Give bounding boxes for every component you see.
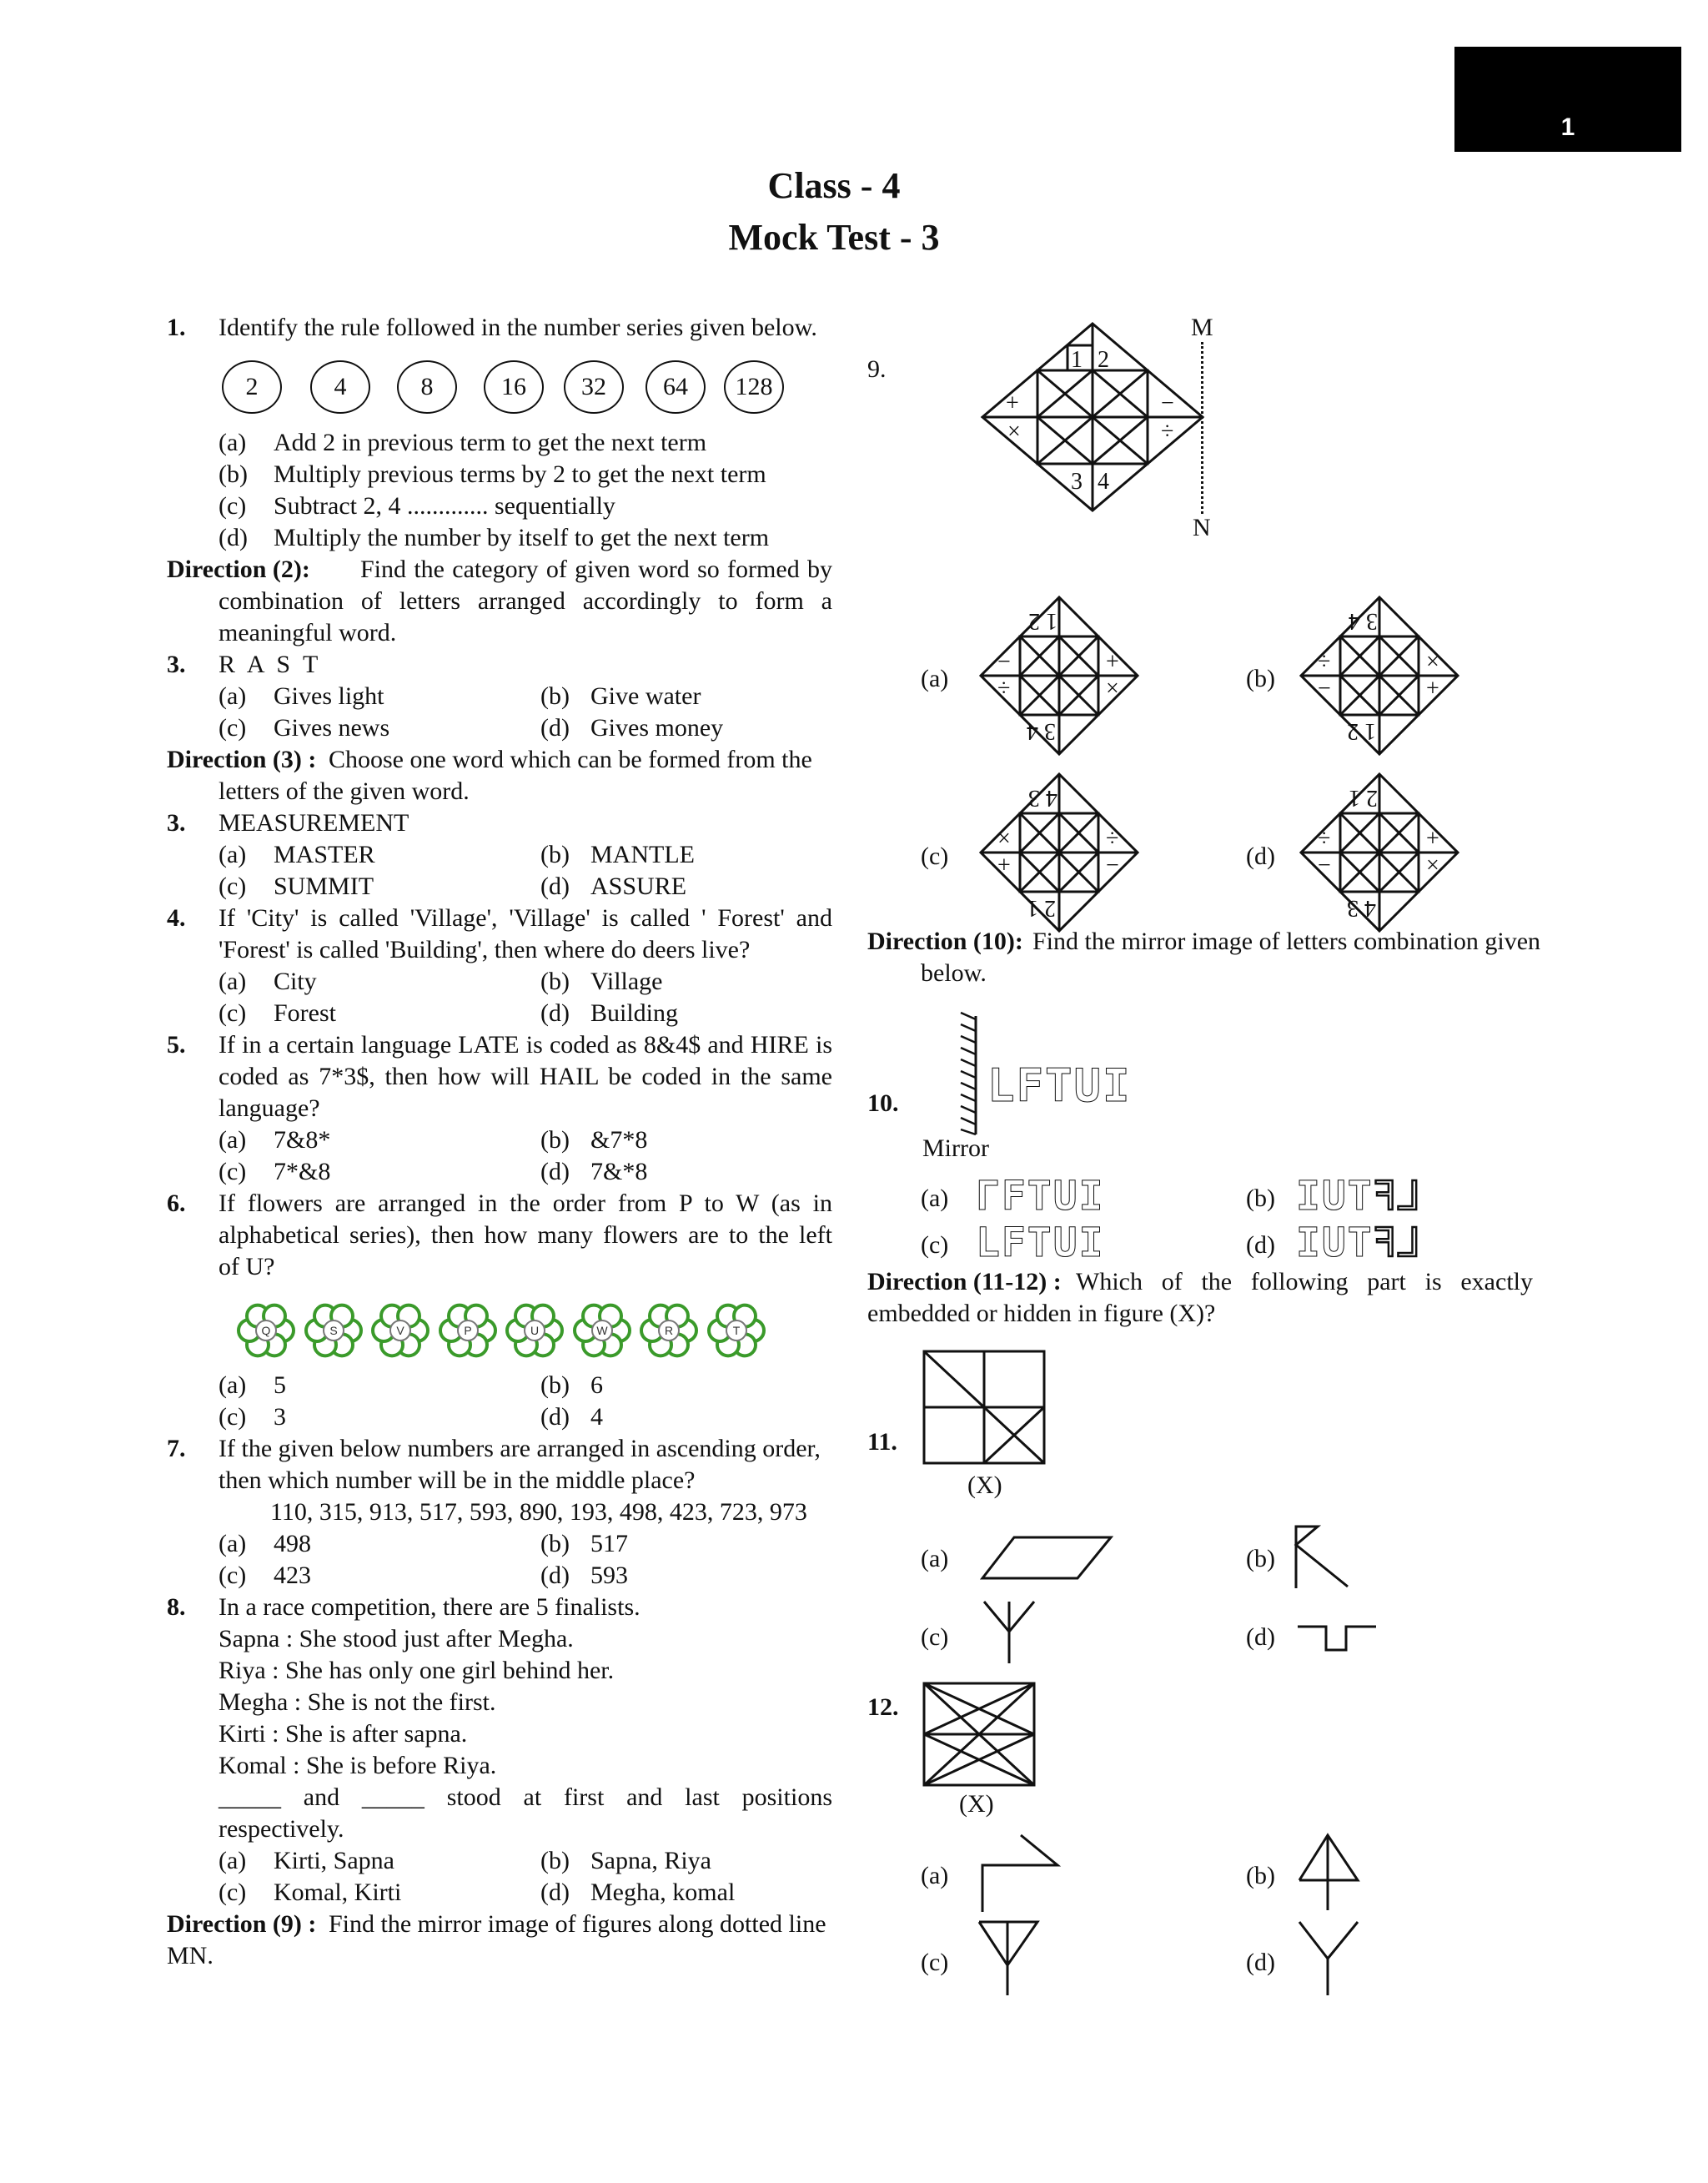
- svg-text:+: +: [1106, 649, 1119, 675]
- svg-text:×: ×: [1426, 649, 1439, 675]
- option-label: (c): [219, 1879, 247, 1906]
- option-label: (d): [219, 524, 248, 551]
- option-text: Multiply the number by itself to get the next term: [274, 524, 770, 551]
- question-text: language?: [219, 1094, 320, 1122]
- flower-letter: S: [329, 1324, 338, 1337]
- svg-text:3 4: 3 4: [1349, 608, 1378, 634]
- option-text: Megha, komal: [590, 1879, 736, 1906]
- option-label: (a): [219, 1847, 247, 1874]
- q11-option-a-parallelogram: [981, 1535, 1114, 1582]
- question-text: R A S T: [219, 651, 322, 678]
- flower-letter: P: [463, 1324, 472, 1337]
- plus-icon: +: [1006, 390, 1019, 416]
- option-label: (a): [921, 1862, 949, 1889]
- question-number: 8.: [167, 1593, 186, 1621]
- flower-icon: [371, 1301, 430, 1360]
- option-text: 423: [274, 1562, 311, 1589]
- direction-heading: Direction (11-12) :: [867, 1268, 1062, 1295]
- option-text: 4: [590, 1403, 603, 1431]
- flower-icon: [707, 1301, 766, 1360]
- mirror-hatch-icon: [951, 1013, 984, 1138]
- option-label: (d): [540, 714, 570, 742]
- flower-letter: R: [664, 1324, 674, 1337]
- q9-num-1: 1: [1071, 347, 1083, 373]
- option-text: 593: [590, 1562, 628, 1589]
- divide-icon: ÷: [1161, 419, 1174, 445]
- option-text: Village: [590, 968, 663, 995]
- question-text: respectively.: [219, 1815, 344, 1843]
- question-text: If 'City' is called 'Village', 'Village' is called ' Forest' and: [219, 904, 832, 932]
- direction-text: combination of letters arranged accordingly to form a: [219, 587, 832, 615]
- option-glyph: IUTꟻ⅃: [1296, 1220, 1423, 1266]
- option-label: (b): [540, 682, 570, 710]
- flower-letter: V: [396, 1324, 404, 1337]
- q11-option-c-figure: [981, 1598, 1039, 1665]
- option-label: (b): [219, 460, 248, 488]
- option-label: (d): [540, 999, 570, 1027]
- direction-text: Find the category of given word so formed by: [360, 556, 832, 583]
- option-label: (a): [219, 968, 247, 995]
- direction-text: letters of the given word.: [219, 777, 470, 805]
- question-text: If flowers are arranged in the order from P to W (as in: [219, 1190, 832, 1217]
- question-text: Komal : She is before Riya.: [219, 1752, 497, 1779]
- option-text: Subtract 2, 4 ............. sequentially: [274, 492, 615, 520]
- option-text: Kirti, Sapna: [274, 1847, 394, 1874]
- direction-heading: Direction (2):: [167, 556, 310, 583]
- flower-letter: W: [595, 1324, 608, 1337]
- question-number: 7.: [167, 1435, 186, 1462]
- question-text: of U?: [219, 1253, 275, 1280]
- option-label: (c): [219, 999, 247, 1027]
- flower-icon: [505, 1301, 564, 1360]
- svg-text:−: −: [1318, 853, 1331, 878]
- svg-text:1 2: 1 2: [1347, 718, 1376, 744]
- figure-x-label: (X): [967, 1471, 1002, 1499]
- option-text: Add 2 in previous term to get the next term: [274, 429, 707, 456]
- question-text: Kirti : She is after sapna.: [219, 1720, 468, 1748]
- q12-option-b-figure: [1296, 1832, 1363, 1912]
- direction-heading: Direction (9) :: [167, 1910, 317, 1938]
- q9-option-a-figure: [976, 592, 1143, 759]
- option-label: (b): [1246, 665, 1275, 692]
- direction-text: Choose one word which can be formed from the: [329, 746, 812, 773]
- option-label: (a): [921, 1185, 949, 1212]
- svg-text:3 4: 3 4: [1027, 718, 1056, 744]
- option-label: (c): [219, 873, 247, 900]
- option-label: (c): [219, 1403, 247, 1431]
- option-text: ASSURE: [590, 873, 687, 900]
- question-text: MEASUREMENT: [219, 809, 409, 837]
- option-text: Give water: [590, 682, 701, 710]
- option-label: (b): [1246, 1185, 1275, 1212]
- question-text: If in a certain language LATE is coded as 8&4$ and HIRE is: [219, 1031, 832, 1059]
- option-text: 6: [590, 1371, 603, 1399]
- question-text: If the given below numbers are arranged in ascending order,: [219, 1435, 821, 1462]
- series-term: 4: [310, 360, 370, 414]
- option-text: Forest: [274, 999, 336, 1027]
- flower-letter: U: [530, 1324, 540, 1337]
- direction-text: embedded or hidden in figure (X)?: [867, 1300, 1216, 1327]
- q9-option-c-figure: [976, 769, 1143, 936]
- option-label: (c): [219, 1562, 247, 1589]
- svg-text:−: −: [1318, 676, 1331, 702]
- svg-text:÷: ÷: [1106, 826, 1119, 852]
- question-number: 4.: [167, 904, 186, 932]
- option-label: (a): [219, 1126, 247, 1154]
- option-label: (c): [921, 843, 949, 870]
- page-number: 1: [1560, 113, 1575, 141]
- option-text: Gives light: [274, 682, 384, 710]
- option-label: (b): [1246, 1862, 1275, 1889]
- option-text: 7&*8: [590, 1158, 648, 1185]
- option-text: City: [274, 968, 317, 995]
- question-text: _____ and _____ stood at first and last positions: [219, 1783, 832, 1811]
- option-label: (d): [540, 1562, 570, 1589]
- flower-icon: [573, 1301, 631, 1360]
- option-text: &7*8: [590, 1126, 648, 1154]
- option-label: (a): [921, 1545, 949, 1572]
- series-term: 64: [646, 360, 706, 414]
- flower-letter: Q: [261, 1324, 271, 1337]
- option-text: 3: [274, 1403, 286, 1431]
- option-label: (c): [921, 1623, 949, 1651]
- direction-heading: Direction (3) :: [167, 746, 317, 773]
- option-label: (c): [219, 1158, 247, 1185]
- q12-option-a-figure: [979, 1832, 1062, 1915]
- option-label: (b): [540, 1847, 570, 1874]
- option-label: (d): [540, 1879, 570, 1906]
- direction-text: below.: [921, 959, 987, 987]
- q11-option-b-figure: [1293, 1523, 1359, 1590]
- number-list: 110, 315, 913, 517, 593, 890, 193, 498, 423, 723, 973: [270, 1498, 807, 1526]
- option-label: (b): [540, 1126, 570, 1154]
- option-label: (d): [1246, 843, 1275, 870]
- q9-num-2: 2: [1098, 347, 1109, 373]
- question-text: then which number will be in the middle place?: [219, 1466, 696, 1494]
- page-title-class: Class - 4: [767, 165, 901, 206]
- question-number: 10.: [867, 1089, 899, 1117]
- option-glyph: IUTꟻ⅃: [1296, 1173, 1423, 1220]
- question-text: coded as 7*3$, then how will HAIL be coded in the same: [219, 1063, 832, 1090]
- direction-text: Find the mirror image of letters combination given: [1032, 928, 1541, 955]
- series-term: 16: [484, 360, 544, 414]
- option-text: Multiply previous terms by 2 to get the next term: [274, 460, 766, 488]
- question-number: 3.: [167, 651, 186, 678]
- q11-option-d-figure: [1296, 1622, 1379, 1655]
- option-text: 517: [590, 1530, 628, 1557]
- option-label: (a): [219, 1371, 247, 1399]
- option-text: Sapna, Riya: [590, 1847, 711, 1874]
- q9-num-3: 3: [1071, 469, 1083, 495]
- option-label: (c): [219, 492, 247, 520]
- q12-option-c-figure: [976, 1919, 1042, 1997]
- option-text: 7&8*: [274, 1126, 331, 1154]
- option-label: (c): [219, 714, 247, 742]
- series-term: 128: [724, 360, 784, 414]
- flower-icon: [640, 1301, 698, 1360]
- svg-text:×: ×: [1426, 853, 1439, 878]
- svg-text:4 3: 4 3: [1028, 785, 1057, 811]
- series-term: 8: [397, 360, 457, 414]
- option-label: (d): [1246, 1949, 1275, 1976]
- question-text: In a race competition, there are 5 finalists.: [219, 1593, 640, 1621]
- svg-text:1 2: 1 2: [1028, 608, 1057, 634]
- option-text: SUMMIT: [274, 873, 374, 900]
- option-text: 498: [274, 1530, 311, 1557]
- svg-text:+: +: [1426, 826, 1439, 852]
- option-label: (a): [921, 665, 949, 692]
- option-label: (b): [1246, 1545, 1275, 1572]
- question-text: Identify the rule followed in the number series given below.: [219, 314, 817, 341]
- option-label: (d): [1246, 1623, 1275, 1651]
- option-label: (b): [540, 968, 570, 995]
- option-text: Building: [590, 999, 679, 1027]
- question-number: 5.: [167, 1031, 186, 1059]
- flower-icon: [237, 1301, 295, 1360]
- option-glyph: LFTUI: [976, 1220, 1105, 1266]
- option-label: (b): [540, 841, 570, 868]
- series-term: 2: [222, 360, 282, 414]
- option-label: (b): [540, 1371, 570, 1399]
- option-label: (d): [540, 1403, 570, 1431]
- svg-text:4 3: 4 3: [1347, 895, 1376, 921]
- question-text: 'Forest' is called 'Building', then where do deers live?: [219, 936, 751, 963]
- times-icon: ×: [1007, 419, 1021, 445]
- flower-letter: T: [732, 1324, 740, 1337]
- question-number: 3.: [167, 809, 186, 837]
- option-label: (a): [219, 841, 247, 868]
- direction-text: MN.: [167, 1942, 214, 1969]
- q9-option-b-figure: [1296, 592, 1463, 759]
- svg-text:2 1: 2 1: [1027, 895, 1056, 921]
- direction-heading: Direction (10):: [867, 928, 1023, 955]
- series-term: 32: [564, 360, 624, 414]
- option-text: Gives news: [274, 714, 390, 742]
- question-text: Megha : She is not the first.: [219, 1688, 496, 1716]
- option-label: (a): [219, 429, 247, 456]
- option-text: MASTER: [274, 841, 375, 868]
- option-label: (c): [921, 1231, 949, 1259]
- option-label: (b): [540, 1530, 570, 1557]
- letter-combination: LFTUI: [987, 1059, 1132, 1112]
- option-text: Komal, Kirti: [274, 1879, 402, 1906]
- q11-figure-x: [922, 1350, 1047, 1466]
- figure-x-label: (X): [959, 1790, 994, 1818]
- question-number: 1.: [167, 314, 186, 341]
- mirror-label-m: M: [1191, 314, 1213, 341]
- question-number: 12.: [867, 1693, 899, 1721]
- q9-num-4: 4: [1098, 469, 1109, 495]
- question-number: 6.: [167, 1190, 186, 1217]
- question-number: 9.: [867, 355, 887, 383]
- option-glyph: ΓFTUI: [976, 1173, 1105, 1220]
- svg-text:+: +: [1426, 676, 1439, 702]
- flower-icon: [439, 1301, 497, 1360]
- svg-text:÷: ÷: [997, 676, 1011, 702]
- question-text: Riya : She has only one girl behind her.: [219, 1657, 615, 1684]
- svg-text:÷: ÷: [1318, 649, 1331, 675]
- flower-icon: [304, 1301, 363, 1360]
- q12-option-d-figure: [1296, 1919, 1363, 1997]
- option-text: MANTLE: [590, 841, 695, 868]
- mirror-label-n: N: [1193, 514, 1211, 541]
- option-label: (d): [540, 873, 570, 900]
- page-title-test: Mock Test - 3: [728, 217, 940, 258]
- q9-option-d-figure: [1296, 769, 1463, 936]
- option-label: (a): [219, 682, 247, 710]
- svg-text:÷: ÷: [1318, 826, 1331, 852]
- q9-figure: [976, 317, 1209, 542]
- direction-text: Which of the following part is exactly: [1076, 1268, 1533, 1295]
- question-text: Sapna : She stood just after Megha.: [219, 1625, 574, 1652]
- direction-text: Find the mirror image of figures along dotted line: [329, 1910, 826, 1938]
- svg-text:2 1: 2 1: [1349, 785, 1378, 811]
- svg-text:×: ×: [1106, 676, 1119, 702]
- svg-text:+: +: [997, 853, 1011, 878]
- q12-figure-x: [922, 1682, 1037, 1788]
- option-label: (d): [1246, 1231, 1275, 1259]
- mirror-caption: Mirror: [922, 1134, 989, 1162]
- minus-icon: −: [1161, 390, 1174, 416]
- question-text: alphabetical series), then how many flowers are to the left: [219, 1221, 832, 1249]
- option-label: (a): [219, 1530, 247, 1557]
- page-number-badge: [1454, 47, 1681, 152]
- option-text: 7*&8: [274, 1158, 331, 1185]
- option-label: (c): [921, 1949, 949, 1976]
- mirror-dotted-line: [1201, 342, 1203, 514]
- option-text: 5: [274, 1371, 286, 1399]
- option-label: (d): [540, 1158, 570, 1185]
- svg-text:×: ×: [997, 826, 1011, 852]
- question-number: 11.: [867, 1428, 897, 1456]
- option-text: Gives money: [590, 714, 724, 742]
- direction-text: meaningful word.: [219, 619, 397, 646]
- svg-text:−: −: [997, 649, 1011, 675]
- svg-text:−: −: [1106, 853, 1119, 878]
